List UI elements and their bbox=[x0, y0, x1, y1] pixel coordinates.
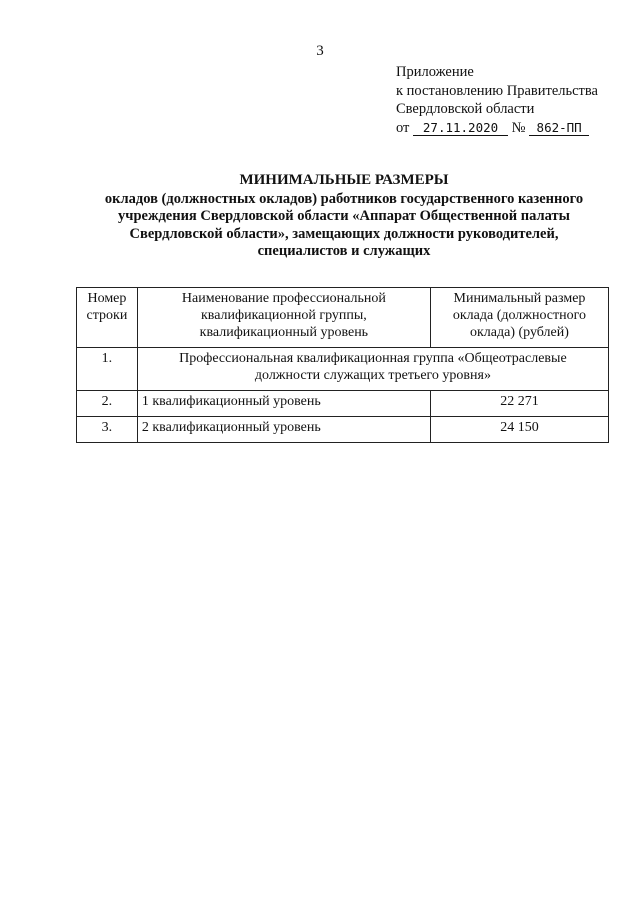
annex-block bbox=[396, 63, 626, 137]
annex-date-line bbox=[396, 119, 626, 138]
table-group-row bbox=[77, 348, 609, 391]
page-number: 3 bbox=[316, 43, 324, 59]
salary-table bbox=[76, 287, 609, 443]
heading-line-3: Свердловской области», замещающих должности руководителей, bbox=[129, 225, 559, 242]
number-prefix: № bbox=[511, 119, 526, 136]
row-salary: 22 271 bbox=[430, 391, 608, 417]
row-qualification-level: 1 квалификационный уровень bbox=[137, 391, 430, 417]
document-heading bbox=[80, 172, 608, 261]
row-number: 3. bbox=[77, 417, 138, 443]
row-salary: 24 150 bbox=[430, 417, 608, 443]
annex-title: Приложение bbox=[396, 64, 474, 80]
row-qualification-level: 2 квалификационный уровень bbox=[137, 417, 430, 443]
row-number: 2. bbox=[77, 391, 138, 417]
heading-title: МИНИМАЛЬНЫЕ РАЗМЕРЫ bbox=[239, 172, 449, 188]
table-header-row bbox=[77, 288, 609, 348]
annex-line-region: Свердловской области bbox=[396, 101, 535, 117]
heading-line-4: специалистов и служащих bbox=[257, 243, 431, 259]
table-row bbox=[77, 391, 609, 417]
table-row bbox=[77, 417, 609, 443]
resolution-date: 27.11.2020 bbox=[413, 120, 508, 136]
annex-line-resolution: к постановлению Правительства bbox=[396, 82, 598, 99]
group-row-number: 1. bbox=[77, 348, 138, 391]
header-min-salary: Минимальный размер оклада (должностного оклада) (рублей) bbox=[430, 288, 608, 348]
group-row-text: Профессиональная квалификационная группа «Общеотраслевые должности служащих третьего уровня» bbox=[137, 348, 608, 391]
date-prefix: от bbox=[396, 119, 410, 136]
resolution-number: 862-ПП bbox=[529, 120, 589, 136]
heading-line-2: учреждения Свердловской области «Аппарат Общественной палаты bbox=[118, 208, 570, 224]
header-row-number: Номер строки bbox=[77, 288, 138, 348]
heading-line-1: окладов (должностных окладов) работников государственного казенного bbox=[104, 190, 584, 207]
header-group-name: Наименование профессиональной квалификационной группы, квалификационный уровень bbox=[137, 288, 430, 348]
